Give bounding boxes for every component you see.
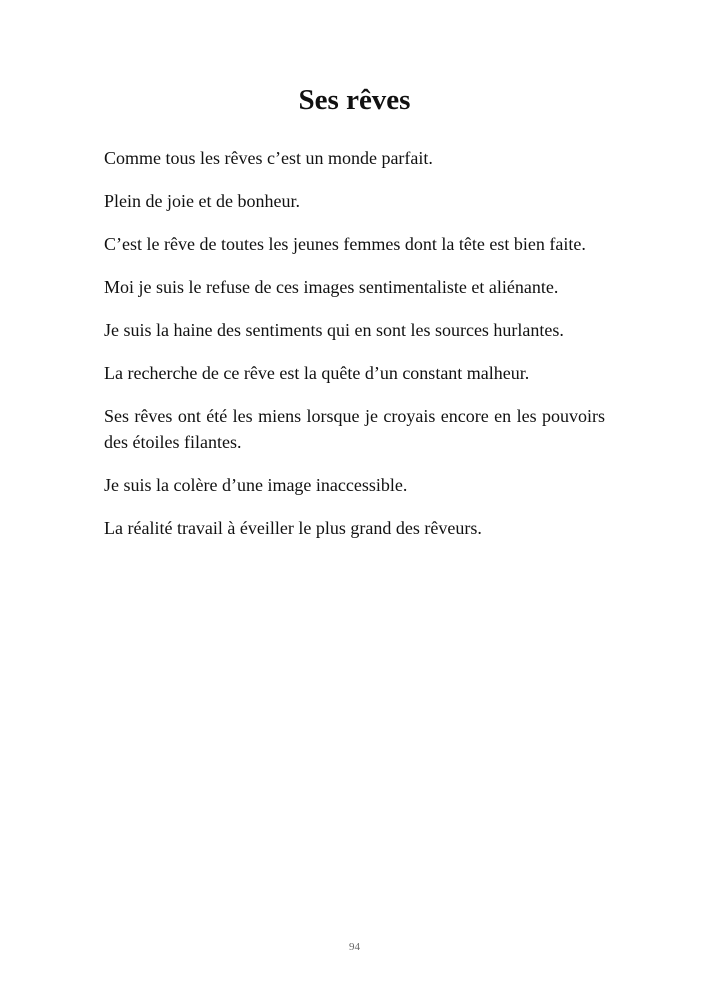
paragraph-1: Comme tous les rêves c’est un monde parfait. [104,148,433,168]
paragraph-7: Ses rêves ont été les miens lorsque je croyais encore en les pouvoirs des étoiles filantes. [104,406,605,452]
page-title: Ses rêves [298,84,411,116]
page-number: 94 [349,941,360,953]
paragraph-3: C’est le rêve de toutes les jeunes femmes dont la tête est bien faite. [104,234,586,254]
paragraph-2: Plein de joie et de bonheur. [104,191,300,211]
paragraph-6: La recherche de ce rêve est la quête d’un constant malheur. [104,363,530,383]
paragraph-9: La réalité travail à éveiller le plus grand des rêveurs. [104,518,482,538]
poem-body [104,145,605,558]
paragraph-8: Je suis la colère d’une image inaccessible. [104,475,408,495]
paragraph-4: Moi je suis le refuse de ces images sentimentaliste et aliénante. [104,277,559,297]
paragraph-5: Je suis la haine des sentiments qui en sont les sources hurlantes. [104,320,564,340]
